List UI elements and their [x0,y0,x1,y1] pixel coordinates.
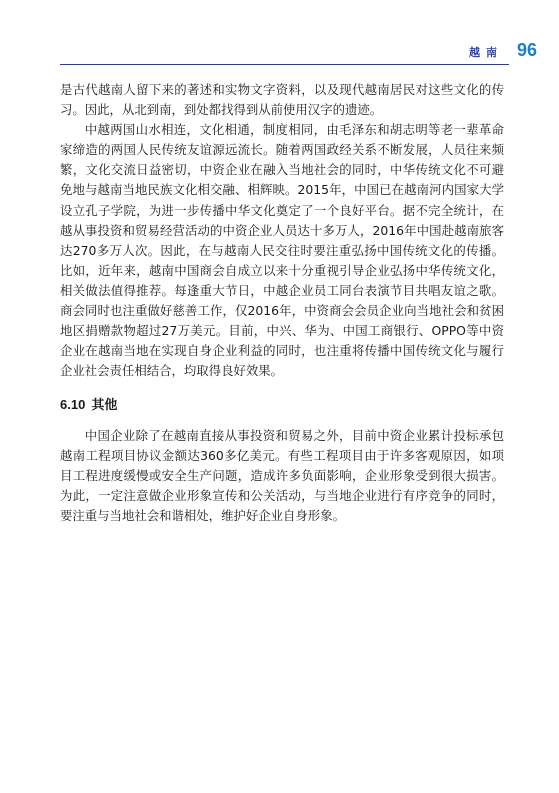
body-paragraph: 中越两国山水相连，文化相通，制度相同，由毛泽东和胡志明等老一辈革命家缔造的两国人民传统友谊源远流长。随着两国政经关系不断发展，人员往来频繁，文化交流日益密切，中资企业在融入当地社会的同时，中华传统文化不可避免地与越南当地民族文化相交融、相辉映。2015年，中国已在越南河内国家大学设立孔子学院，为进一步传播中华文化奠定了一个良好平台。据不完全统计，在越从事投资和贸易经营活动的中资企业人员达十多万人，2016年中国赴越南旅客达270多万人次。因此，在与越南人民交往时要注重弘扬中国传统文化的传播。比如，近年来，越南中国商会自成立以来十分重视引导企业弘扬中华传统文化，相关做法值得推荐。每逢重大节日，中越企业员工同台表演节目共唱友谊之歌。商会同时也注重做好慈善工作，仅2016年，中资商会会员企业向当地社会和贫困地区捐赠款物超过27万美元。目前，中兴、华为、中国工商银行、OPPO等中资企业在越南当地在实现自身企业利益的同时，也注重将传播中国传统文化与履行企业社会责任相结合，均取得良好效果。 [60,122,504,379]
page-header [0,40,559,76]
page-number: 96 [516,40,537,60]
header-rule [60,64,509,65]
continued-paragraph: 是古代越南人留下来的著述和实物文字资料，以及现代越南居民对这些文化的传习。因此，从北到南，到处都找得到从前使用汉字的遗迹。 [60,82,504,118]
running-header-title: 越南 [469,46,503,59]
section-heading [60,395,504,415]
section-title: 其他 [91,397,118,413]
page-body [60,80,504,526]
section-paragraph: 中国企业除了在越南直接从事投资和贸易之外，目前中资企业累计投标承包越南工程项目协议金额达360多亿美元。有些工程项目由于许多客观原因，如项目工程进度缓慢或安全生产问题，造成许多负面影响，企业形象受到很大损害。为此，一定注意做企业形象宣传和公关活动，与当地企业进行有序竞争的同时，要注重与当地社会和谐相处，维护好企业自身形象。 [60,427,504,523]
section-number: 6.10 [60,397,86,413]
